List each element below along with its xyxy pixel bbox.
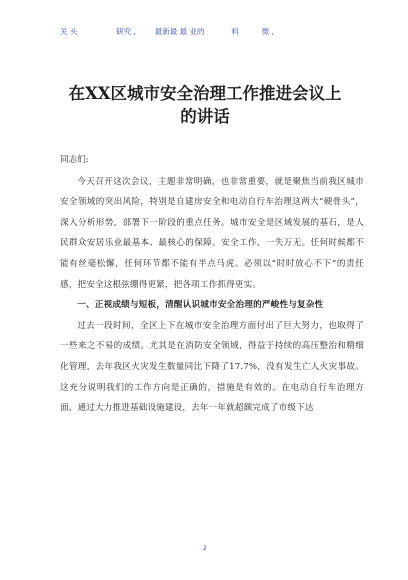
header-item: 研究 ,: [116, 27, 136, 36]
page-header: [60, 26, 274, 37]
header-item: 关 头: [60, 27, 78, 36]
title-line-1: 在XX区城市安全治理工作推进会议上: [68, 84, 342, 103]
paragraph: 今天召开这次会议，主题非常明确，也非常重要，就是聚焦当前我区城市安全领域的突出风险，特别是自建房安全和电动自行车治理这两大“硬骨头”，深入分析形势，部署下一阶段的重点任务。城市安全是区域发展的基石，是人民群众安居乐业最基本、最核心的保障。安全工作，一失万无。任何时候都不能有丝毫松懈，任何环节都不能有半点马虎。必须以“时时放心不下”的责任感，把安全这根弦绷得更紧，把各项工作抓得更实。: [60, 176, 364, 290]
salutation: 同志们:: [60, 155, 89, 165]
document-body: [60, 150, 364, 419]
section-heading: 一、正视成绩与短板，清醒认识城市安全治理的严峻性与复杂性: [77, 300, 324, 311]
header-item: 最新最 最 业的: [154, 27, 205, 36]
title-line-2: 的讲话: [180, 107, 230, 126]
header-item: 料: [231, 27, 239, 36]
header-item: 微 ,: [261, 27, 274, 36]
paragraph: 过去一段时间，全区上下在城市安全治理方面付出了巨大努力，也取得了一些来之不易的成绩。尤其是在消防安全领域，得益于持续的高压整治和精细化管理，去年我区火灾发生数量同比下降了17.7%，没有发生亡人火灾事故。这充分说明我们的工作方向是正确的，措施是有效的。在电动自行车治理方面，通过大力推进基础设施建设，去年一年就超额完成了市级下达: [60, 320, 364, 414]
page-number: 2: [203, 545, 207, 552]
document-title: [46, 82, 364, 128]
